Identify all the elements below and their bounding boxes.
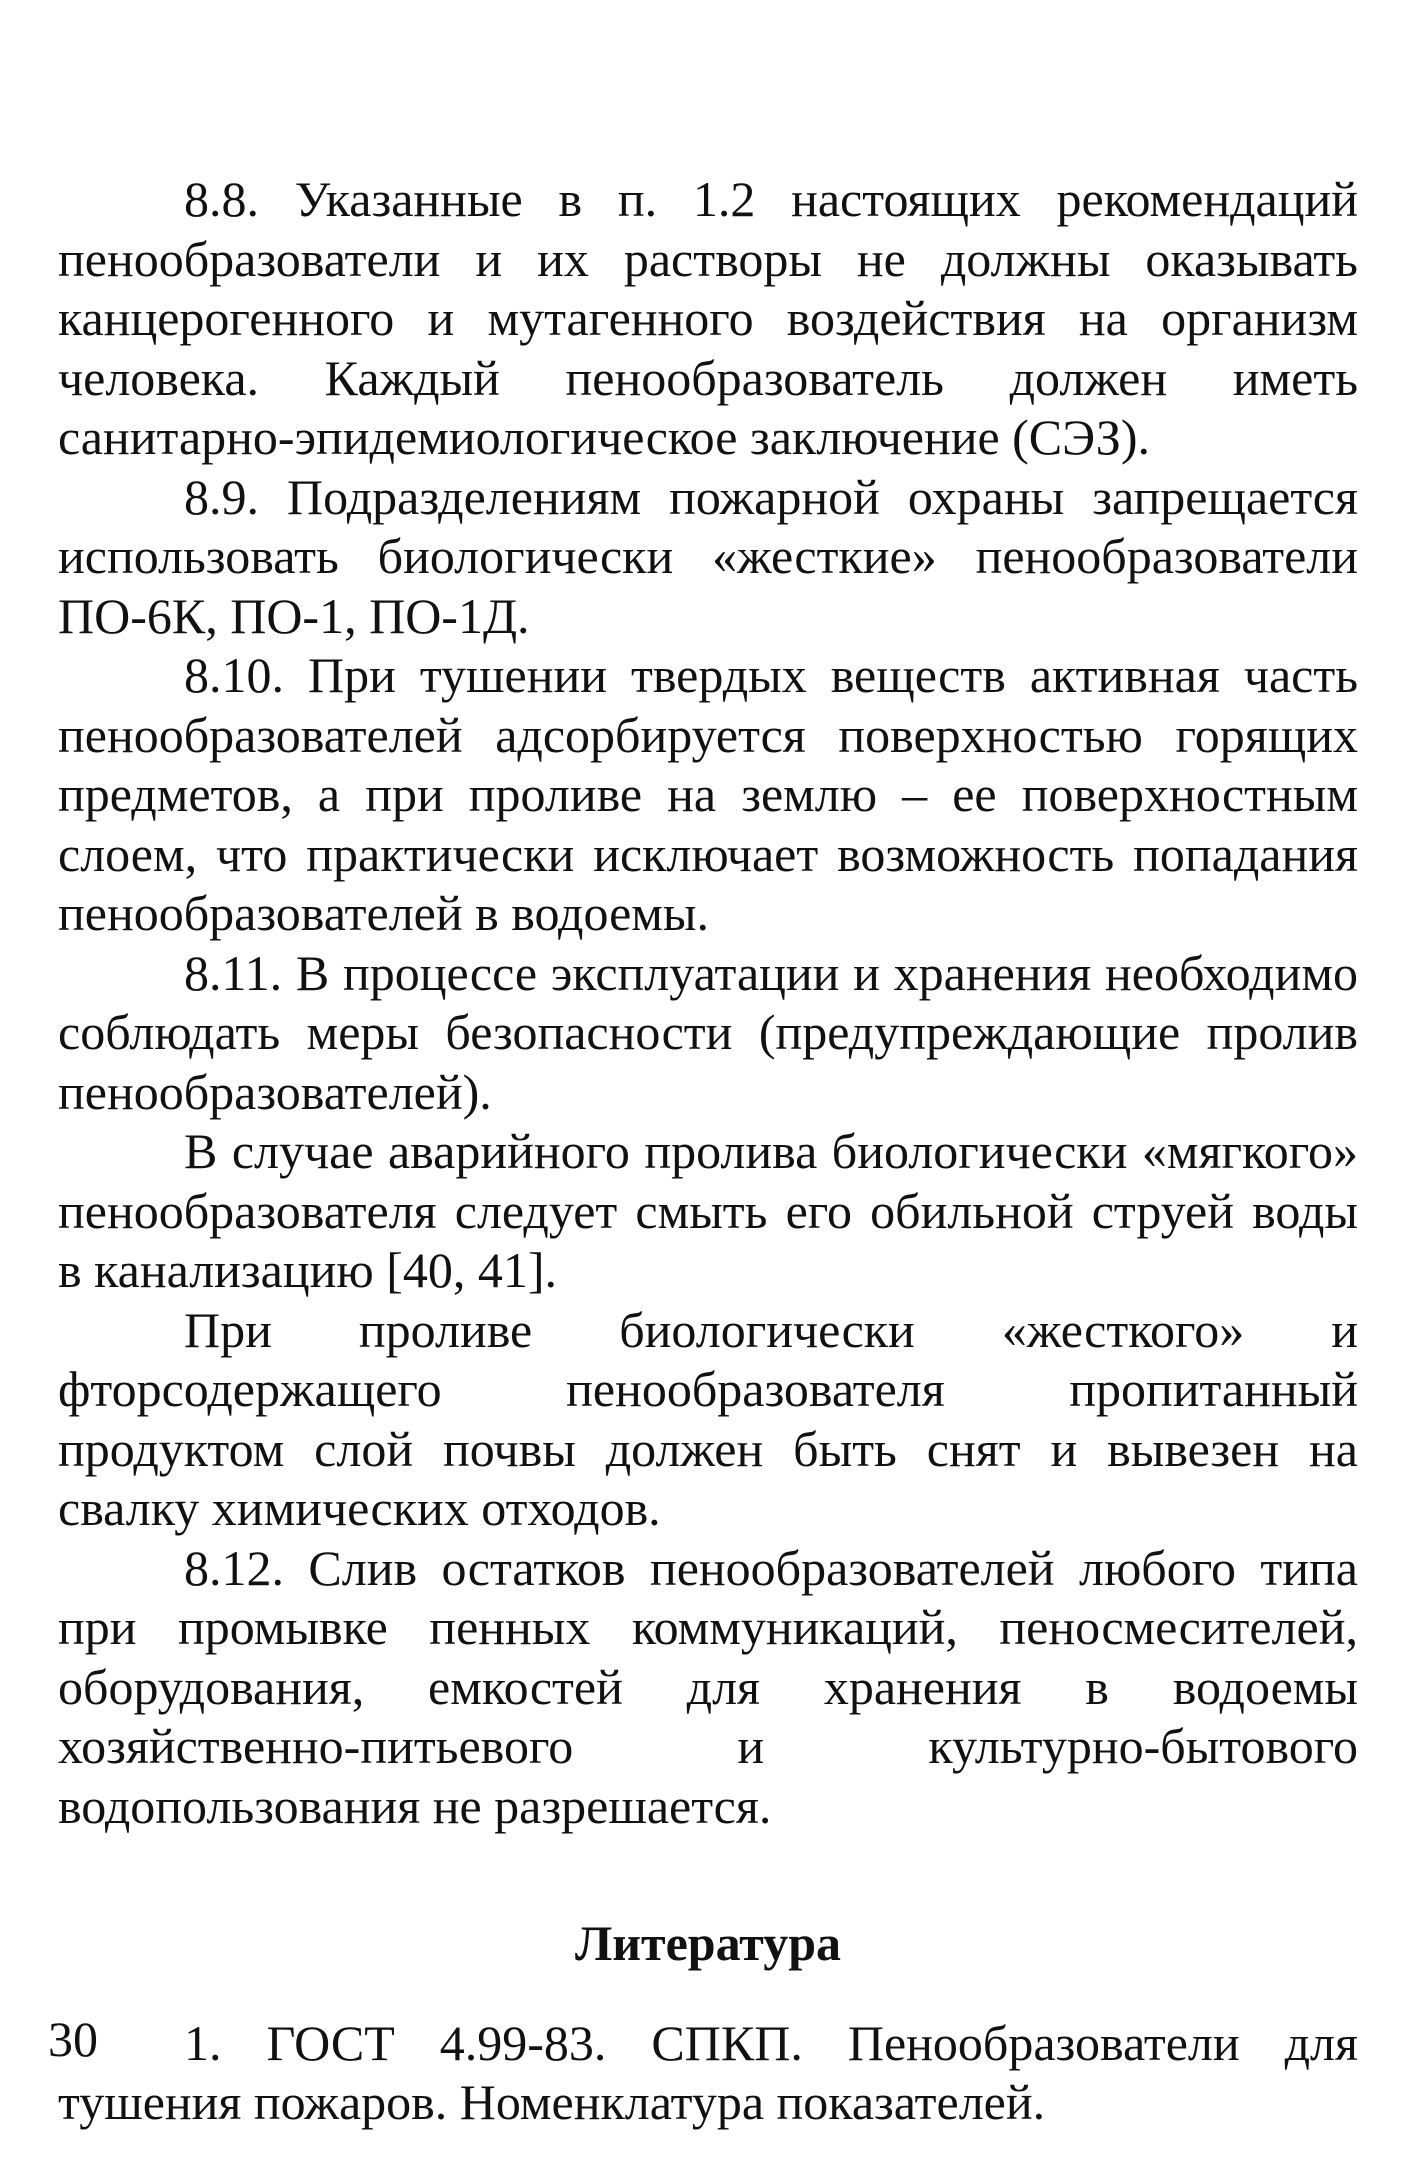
paragraph-8-9: 8.9. Подразделениям пожарной охраны запрещается использовать биологически «жесткие» пенообразователи ПО-6К, ПО-1, ПО-1Д. — [58, 468, 1358, 644]
literature-heading: Литература — [574, 1915, 842, 1971]
paragraph-8-12: 8.12. Слив остатков пенообразователей любого типа при промывке пенных коммуникаций, пеносмесителей, оборудования, емкостей для хранения в водоемы хозяйственно-питьевого и культурно-бытового водопользования не разрешается. — [58, 1539, 1358, 1834]
paragraph-spill-hard: При проливе биологически «жесткого» и фторсодержащего пенообразователя пропитанный продуктом слой почвы должен быть снят и вывезен на свалку химических отходов. — [58, 1301, 1358, 1536]
paragraph-8-8: 8.8. Указанные в п. 1.2 настоящих рекомендаций пенообразователи и их растворы не должны оказывать канцерогенного и мутагенного воздействия на организм человека. Каждый пенообразователь должен иметь санитарно-эпидемиологическое заключение (СЭЗ). — [58, 171, 1358, 465]
paragraph-8-11: 8.11. В процессе эксплуатации и хранения необходимо соблюдать меры безопасности (предупреждающие пролив пенообразователей). — [58, 944, 1358, 1120]
paragraph-spill-soft: В случае аварийного пролива биологически «мягкого» пенообразователя следует смыть его обильной струей воды в канализацию [40, 41]. — [58, 1123, 1358, 1298]
page-number: 30 — [48, 2011, 98, 2067]
paragraph-8-10: 8.10. При тушении твердых веществ активная часть пенообразователей адсорбируется поверхностью горящих предметов, а при проливе на землю – ее поверхностным слоем, что практически исключает возможность попадания пенообразователей в водоемы. — [58, 647, 1358, 941]
literature-item: 1. ГОСТ 4.99-83. СПКП. Пенообразователи для тушения пожаров. Номенклатура показателей. — [58, 2014, 1358, 2130]
document-page — [58, 170, 1358, 2133]
